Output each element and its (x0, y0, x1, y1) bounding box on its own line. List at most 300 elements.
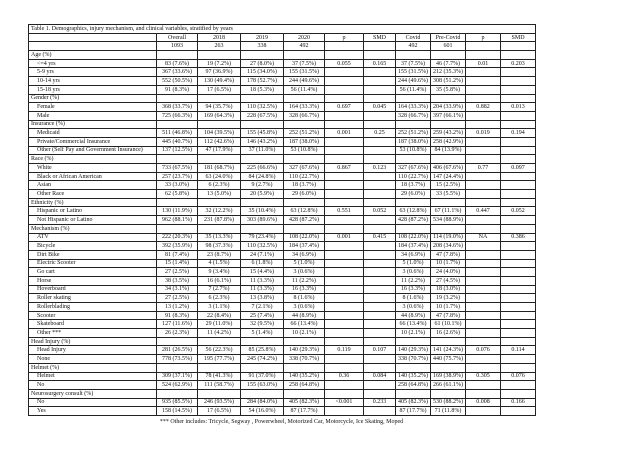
row-label: <=4 yrs (29, 59, 157, 68)
cell-2020 (284, 51, 325, 60)
cell-2019 (241, 198, 284, 207)
cell-overall (157, 155, 198, 164)
cell-smd (501, 51, 536, 60)
cell-p (466, 146, 501, 155)
cell-2020: 87 (17.7%) (284, 407, 325, 416)
cell-2020: 3 (0.6%) (284, 268, 325, 277)
cell-smd (364, 363, 396, 372)
cell-p (466, 355, 501, 364)
table-row (29, 190, 536, 199)
cell-2019: 155 (63.0%) (241, 381, 284, 390)
cell-2020: 140 (35.2%) (284, 372, 325, 381)
row-label: Helmet (29, 372, 157, 381)
cell-p (466, 363, 501, 372)
cell-smd: 0.013 (501, 103, 536, 112)
cell-2018: 3 (1.1%) (198, 303, 241, 312)
cell-2019: 2019 (241, 33, 284, 42)
cell-smd (501, 294, 536, 303)
cell-covid: Covid (396, 33, 431, 42)
cell-overall: 81 (7.4%) (157, 250, 198, 259)
cell-pre-covid: 10 (1.7%) (431, 259, 466, 268)
cell-covid: 11 (2.2%) (396, 276, 431, 285)
cell-smd (501, 303, 536, 312)
row-label: Asian (29, 181, 157, 190)
cell-smd (501, 77, 536, 86)
cell-overall: 524 (62.9%) (157, 381, 198, 390)
cell-overall: 130 (11.9%) (157, 207, 198, 216)
cell-p (325, 224, 364, 233)
cell-pre-covid: 24 (4.0%) (431, 268, 466, 277)
cell-smd (501, 268, 536, 277)
cell-p (325, 85, 364, 94)
cell-2018: 94 (35.7%) (198, 103, 241, 112)
cell-smd (364, 137, 396, 146)
cell-covid: 29 (6.0%) (396, 190, 431, 199)
table-row (29, 355, 536, 364)
cell-covid (396, 120, 431, 129)
cell-2020: 29 (6.0%) (284, 190, 325, 199)
row-label: Scooter (29, 311, 157, 320)
cell-p (325, 111, 364, 120)
cell-2020: 53 (10.8%) (284, 146, 325, 155)
row-label: Hispanic or Latino (29, 207, 157, 216)
cell-smd (364, 389, 396, 398)
cell-smd (364, 51, 396, 60)
cell-covid: 405 (82.3%) (396, 398, 431, 407)
cell-p: 0.447 (466, 207, 501, 216)
section-row (29, 155, 536, 164)
cell-2018: 23 (8.7%) (198, 250, 241, 259)
cell-smd (364, 259, 396, 268)
section-row (29, 51, 536, 60)
cell-p (325, 172, 364, 181)
cell-pre-covid: 204 (33.9%) (431, 103, 466, 112)
cell-pre-covid (431, 94, 466, 103)
cell-overall: 222 (20.3%) (157, 233, 198, 242)
cell-smd (501, 146, 536, 155)
cell-2018: 98 (37.3%) (198, 242, 241, 251)
cell-2020: 66 (13.4%) (284, 320, 325, 329)
cell-smd: 0.052 (501, 207, 536, 216)
cell-p: 0.001 (325, 129, 364, 138)
cell-p (325, 311, 364, 320)
cell-smd (501, 320, 536, 329)
cell-2020 (284, 155, 325, 164)
cell-overall (157, 51, 198, 60)
cell-smd (364, 198, 396, 207)
cell-2018 (198, 51, 241, 60)
cell-smd (364, 303, 396, 312)
cell-2019: 228 (67.5%) (241, 111, 284, 120)
row-label: Other *** (29, 329, 157, 338)
cell-pre-covid: 406 (67.6%) (431, 164, 466, 173)
cell-2019: 338 (241, 42, 284, 51)
cell-2020 (284, 198, 325, 207)
cell-p: 0.01 (466, 59, 501, 68)
cell-covid: 66 (13.4%) (396, 320, 431, 329)
row-label: Gender (%) (29, 94, 157, 103)
cell-smd (364, 42, 396, 51)
cell-smd (501, 216, 536, 225)
cell-covid (396, 51, 431, 60)
cell-covid: 140 (29.3%) (396, 346, 431, 355)
row-label: Bicycle (29, 242, 157, 251)
cell-covid: 428 (87.2%) (396, 216, 431, 225)
cell-smd (364, 294, 396, 303)
cell-pre-covid: 308 (51.2%) (431, 77, 466, 86)
cell-2020: 5 (1.0%) (284, 259, 325, 268)
cell-2019: 11 (3.3%) (241, 276, 284, 285)
cell-pre-covid: 266 (61.1%) (431, 381, 466, 390)
cell-smd (364, 94, 396, 103)
cell-pre-covid: 15 (2.5%) (431, 181, 466, 190)
cell-2018: 35 (13.3%) (198, 233, 241, 242)
cell-smd (501, 250, 536, 259)
cell-2019: 15 (4.4%) (241, 268, 284, 277)
cell-p (325, 42, 364, 51)
cell-2019: 20 (5.9%) (241, 190, 284, 199)
cell-2018: 17 (6.5%) (198, 407, 241, 416)
cell-smd (501, 172, 536, 181)
row-label: Male (29, 111, 157, 120)
cell-2018: 7 (2.7%) (198, 285, 241, 294)
table-row (29, 303, 536, 312)
cell-pre-covid: 47 (7.8%) (431, 311, 466, 320)
cell-2019: 32 (9.5%) (241, 320, 284, 329)
cell-smd (364, 111, 396, 120)
row-label: No (29, 398, 157, 407)
cell-overall: 281 (26.5%) (157, 346, 198, 355)
cell-p: NA (466, 233, 501, 242)
cell-p (466, 311, 501, 320)
table-row (29, 276, 536, 285)
cell-p (325, 329, 364, 338)
cell-2020: 2020 (284, 33, 325, 42)
row-label: ATV (29, 233, 157, 242)
cell-overall: 158 (14.5%) (157, 407, 198, 416)
cell-p: <0.001 (325, 398, 364, 407)
cell-2019: 178 (52.7%) (241, 77, 284, 86)
row-label: Insurance (%) (29, 120, 157, 129)
table-row (29, 250, 536, 259)
cell-overall: 13 (1.2%) (157, 303, 198, 312)
cell-overall (157, 224, 198, 233)
cell-overall: 1093 (157, 42, 198, 51)
section-row (29, 363, 536, 372)
cell-pre-covid: 534 (88.9%) (431, 216, 466, 225)
table-row (29, 68, 536, 77)
cell-p (466, 276, 501, 285)
table-row (29, 372, 536, 381)
cell-pre-covid: 84 (13.9%) (431, 146, 466, 155)
cell-smd (364, 224, 396, 233)
cell-smd (501, 85, 536, 94)
row-label: Hoverboard (29, 285, 157, 294)
table-row (29, 77, 536, 86)
cell-overall: 91 (8.3%) (157, 85, 198, 94)
cell-smd: 0.052 (364, 207, 396, 216)
cell-covid: 3 (0.6%) (396, 303, 431, 312)
cell-smd (364, 311, 396, 320)
cell-covid: 155 (31.5%) (396, 68, 431, 77)
cell-2019: 18 (5.3%) (241, 85, 284, 94)
table-row (29, 85, 536, 94)
cell-p: 0.076 (466, 346, 501, 355)
cell-2019: 110 (32.5%) (241, 103, 284, 112)
cell-2018: 246 (93.5%) (198, 398, 241, 407)
cell-p: 0.305 (466, 372, 501, 381)
cell-covid: 184 (37.4%) (396, 242, 431, 251)
cell-2018: 56 (22.3%) (198, 346, 241, 355)
table-row (29, 320, 536, 329)
row-label: Horse (29, 276, 157, 285)
cell-pre-covid: 10 (1.7%) (431, 303, 466, 312)
table-row (29, 398, 536, 407)
cell-2019: 85 (25.8%) (241, 346, 284, 355)
cell-overall: 83 (7.6%) (157, 59, 198, 68)
cell-2020: 258 (64.8%) (284, 381, 325, 390)
cell-covid (396, 94, 431, 103)
cell-smd (501, 381, 536, 390)
cell-p (466, 190, 501, 199)
cell-p (325, 320, 364, 329)
cell-overall: 935 (85.5%) (157, 398, 198, 407)
cell-overall (157, 363, 198, 372)
cell-2018: 195 (77.7%) (198, 355, 241, 364)
cell-2020: 8 (1.6%) (284, 294, 325, 303)
cell-2018 (198, 198, 241, 207)
cell-p: p (466, 33, 501, 42)
cell-2018: 2018 (198, 33, 241, 42)
cell-pre-covid (431, 198, 466, 207)
cell-smd: 0.097 (501, 164, 536, 173)
cell-2019: 11 (3.3%) (241, 285, 284, 294)
cell-smd (501, 259, 536, 268)
cell-2020: 328 (66.7%) (284, 111, 325, 120)
cell-p (325, 137, 364, 146)
cell-covid: 8 (1.6%) (396, 294, 431, 303)
cell-2019: 303 (89.6%) (241, 216, 284, 225)
row-label (29, 42, 157, 51)
row-label: Go cart (29, 268, 157, 277)
cell-overall: 91 (8.3%) (157, 311, 198, 320)
cell-2019: 5 (1.4%) (241, 329, 284, 338)
cell-overall: 309 (37.1%) (157, 372, 198, 381)
cell-2018 (198, 389, 241, 398)
cell-covid: 110 (22.7%) (396, 172, 431, 181)
cell-p (325, 268, 364, 277)
row-label: Not Hispanic or Latino (29, 216, 157, 225)
cell-smd (364, 329, 396, 338)
cell-2019: 245 (74.2%) (241, 355, 284, 364)
cell-p (325, 216, 364, 225)
cell-p (466, 259, 501, 268)
cell-pre-covid: 212 (35.3%) (431, 68, 466, 77)
cell-2018: 17 (6.5%) (198, 85, 241, 94)
cell-p (466, 320, 501, 329)
row-label: Neurosurgery consult (%) (29, 389, 157, 398)
cell-p: 0.055 (325, 59, 364, 68)
cell-p: 0.008 (466, 398, 501, 407)
cell-2020: 56 (11.4%) (284, 85, 325, 94)
cell-overall: 392 (35.9%) (157, 242, 198, 251)
cell-overall (157, 198, 198, 207)
cell-pre-covid: 440 (75.7%) (431, 355, 466, 364)
table-row (29, 216, 536, 225)
row-label: No (29, 381, 157, 390)
cell-2019 (241, 155, 284, 164)
cell-2020 (284, 224, 325, 233)
cell-2018: 32 (12.2%) (198, 207, 241, 216)
cell-covid: 5 (1.0%) (396, 259, 431, 268)
cell-smd (364, 355, 396, 364)
cell-p (466, 85, 501, 94)
cell-p (466, 198, 501, 207)
cell-smd (501, 355, 536, 364)
section-row (29, 337, 536, 346)
cell-covid: 492 (396, 42, 431, 51)
cell-covid: 34 (6.9%) (396, 250, 431, 259)
row-label: Medicaid (29, 129, 157, 138)
cell-2020: 244 (49.6%) (284, 77, 325, 86)
cell-overall: 34 (3.1%) (157, 285, 198, 294)
section-row (29, 389, 536, 398)
cell-2020: 140 (29.3%) (284, 346, 325, 355)
cell-2018: 104 (39.5%) (198, 129, 241, 138)
cell-smd: 0.076 (501, 372, 536, 381)
cell-2019: 284 (84.0%) (241, 398, 284, 407)
cell-smd (364, 216, 396, 225)
cell-overall (157, 94, 198, 103)
cell-p (325, 363, 364, 372)
cell-smd: SMD (501, 33, 536, 42)
row-label: Other Race (29, 190, 157, 199)
cell-p (466, 68, 501, 77)
cell-2019: 84 (24.8%) (241, 172, 284, 181)
cell-covid: 258 (64.8%) (396, 381, 431, 390)
cell-p: 0.36 (325, 372, 364, 381)
table-row (29, 329, 536, 338)
cell-2020 (284, 363, 325, 372)
row-label: 15-18 yrs (29, 85, 157, 94)
cell-p (466, 285, 501, 294)
cell-p (325, 294, 364, 303)
cell-smd (501, 42, 536, 51)
cell-overall: 445 (40.7%) (157, 137, 198, 146)
cell-pre-covid: 47 (7.8%) (431, 250, 466, 259)
cell-2019: 37 (11.0%) (241, 146, 284, 155)
row-label: Head Injury (%) (29, 337, 157, 346)
cell-pre-covid (431, 224, 466, 233)
cell-pre-covid: 141 (24.3%) (431, 346, 466, 355)
cell-2019: 25 (7.4%) (241, 311, 284, 320)
cell-2019: 225 (66.6%) (241, 164, 284, 173)
table-row (29, 146, 536, 155)
table-footnote: *** Other includes: Tricycle, Segway , Powerwheel, Motorized Car, Motorcycle, Ice Skating, Moped (159, 419, 404, 425)
cell-p: 0.697 (325, 103, 364, 112)
cell-smd: SMD (364, 33, 396, 42)
cell-p (466, 294, 501, 303)
cell-2018: 13 (5.0%) (198, 190, 241, 199)
section-row (29, 94, 536, 103)
table-row (29, 233, 536, 242)
row-label (29, 33, 157, 42)
cell-2019: 54 (16.0%) (241, 407, 284, 416)
cell-2018: 263 (198, 42, 241, 51)
row-label: Race (%) (29, 155, 157, 164)
cell-p (325, 250, 364, 259)
cell-pre-covid: Pre-Covid (431, 33, 466, 42)
cell-2019 (241, 120, 284, 129)
cell-smd (364, 381, 396, 390)
cell-2018: 22 (8.4%) (198, 311, 241, 320)
cell-2018: 130 (49.4%) (198, 77, 241, 86)
cell-overall: 962 (88.1%) (157, 216, 198, 225)
cell-2018 (198, 224, 241, 233)
cell-overall: 733 (67.5%) (157, 164, 198, 173)
cell-p (466, 137, 501, 146)
cell-2020: 164 (33.3%) (284, 103, 325, 112)
cell-covid: 63 (12.8%) (396, 207, 431, 216)
cell-covid (396, 198, 431, 207)
table-row (29, 311, 536, 320)
cell-overall: 367 (33.6%) (157, 68, 198, 77)
cell-2018: 6 (2.3%) (198, 181, 241, 190)
table-row (29, 129, 536, 138)
cell-p (325, 77, 364, 86)
cell-smd (501, 337, 536, 346)
cell-overall: 26 (2.3%) (157, 329, 198, 338)
cell-smd (364, 85, 396, 94)
cell-p (325, 276, 364, 285)
row-label: Skateboard (29, 320, 157, 329)
cell-smd: 0.386 (501, 233, 536, 242)
cell-pre-covid: 397 (66.1%) (431, 111, 466, 120)
cell-2018: 19 (7.2%) (198, 59, 241, 68)
table-title: Table 1. Demographics, injury mechanism, and clinical variables, stratified by years (29, 25, 536, 34)
row-label: Yes (29, 407, 157, 416)
table-row (29, 137, 536, 146)
cell-covid: 16 (3.3%) (396, 285, 431, 294)
cell-smd (501, 137, 536, 146)
row-label: Mechanism (%) (29, 224, 157, 233)
cell-2020: 110 (22.7%) (284, 172, 325, 181)
cell-covid: 327 (67.6%) (396, 164, 431, 173)
cell-2018: 11 (4.2%) (198, 329, 241, 338)
cell-smd (501, 181, 536, 190)
cell-pre-covid (431, 120, 466, 129)
cell-smd (364, 285, 396, 294)
cell-p (325, 146, 364, 155)
cell-smd (501, 198, 536, 207)
cell-p (325, 381, 364, 390)
cell-p (466, 77, 501, 86)
cell-smd (364, 172, 396, 181)
cell-covid: 187 (38.0%) (396, 137, 431, 146)
cell-2018 (198, 94, 241, 103)
cell-smd (501, 363, 536, 372)
cell-p (466, 172, 501, 181)
cell-covid: 140 (35.2%) (396, 372, 431, 381)
cell-2019 (241, 363, 284, 372)
cell-covid: 252 (51.2%) (396, 129, 431, 138)
cell-overall: 38 (3.5%) (157, 276, 198, 285)
cell-pre-covid: 18 (3.0%) (431, 285, 466, 294)
cell-2020: 184 (37.4%) (284, 242, 325, 251)
cell-covid: 164 (33.3%) (396, 103, 431, 112)
cell-pre-covid: 27 (4.5%) (431, 276, 466, 285)
cell-2020 (284, 120, 325, 129)
